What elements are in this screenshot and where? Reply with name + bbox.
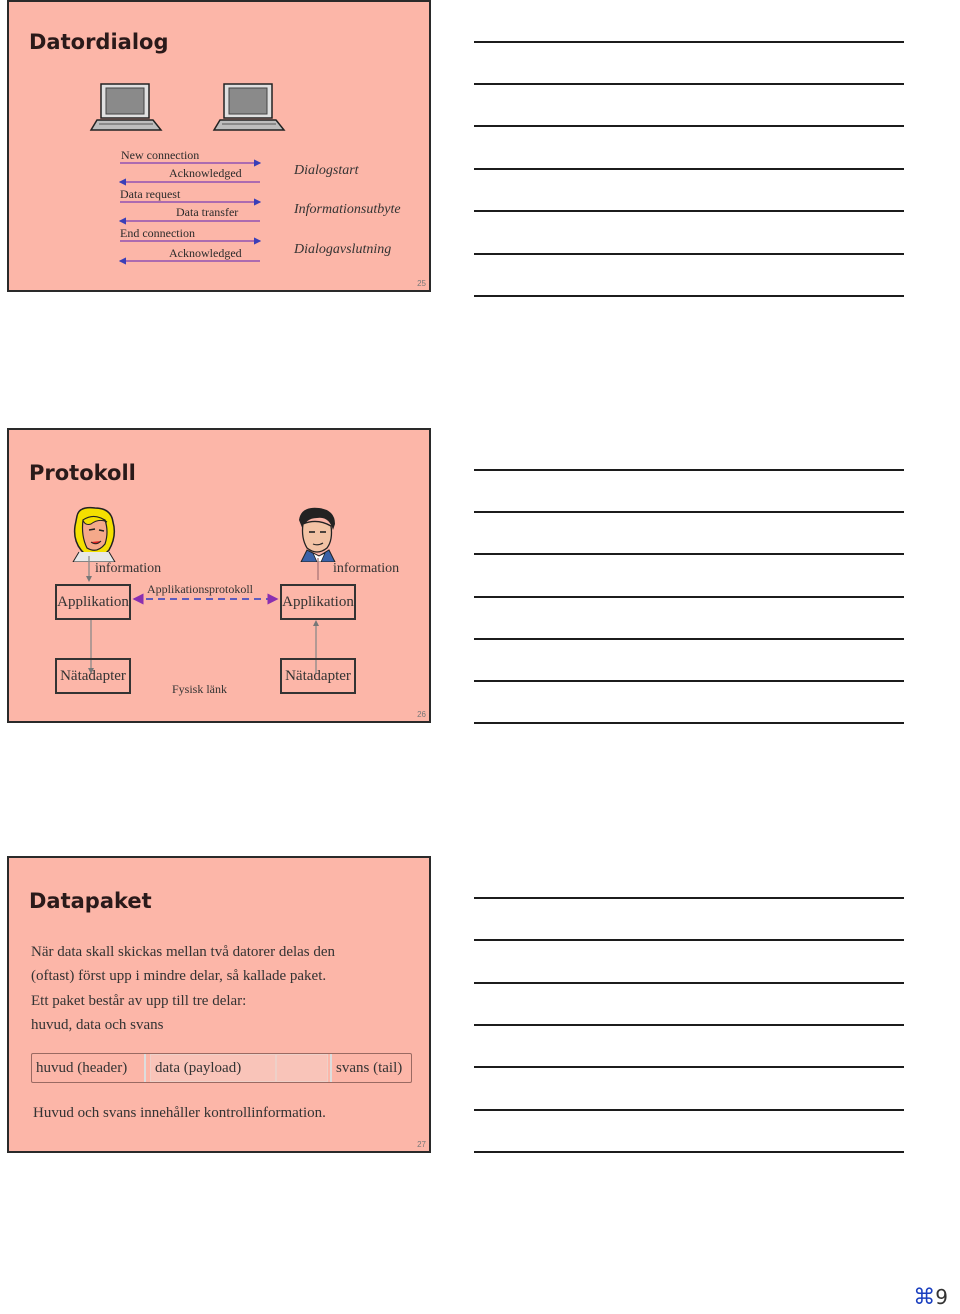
info-label-right: information (333, 561, 400, 576)
note-line (474, 295, 904, 297)
note-line (474, 125, 904, 127)
laptop-icon (89, 82, 169, 134)
note-line (474, 83, 904, 85)
message-label: Acknowledged (169, 246, 242, 260)
note-line (474, 638, 904, 640)
page-number-badge (913, 1285, 948, 1310)
note-line (474, 253, 904, 255)
note-line (474, 897, 904, 899)
slide-number: 27 (417, 1140, 426, 1149)
message-label: Acknowledged (169, 166, 242, 180)
packet-tail-cell: svans (tail) (330, 1054, 411, 1082)
message-label: New connection (121, 148, 200, 162)
note-line (474, 469, 904, 471)
physical-link-label: Fysisk länk (172, 682, 228, 696)
laptop-icon (212, 82, 292, 134)
protocol-arrow (131, 592, 281, 606)
phase-label: Dialogstart (294, 163, 359, 178)
slide-datapaket (7, 856, 431, 1153)
command-key-icon: ⌘ (913, 1285, 936, 1310)
note-line (474, 511, 904, 513)
note-line (474, 1151, 904, 1153)
woman-face-icon (69, 506, 119, 562)
packet-diagram (31, 1053, 412, 1083)
message-label: End connection (120, 226, 195, 240)
paragraph-line: huvud, data och svans (31, 1017, 164, 1033)
note-line (474, 1024, 904, 1026)
message-arrows (114, 152, 266, 267)
slide-number: 26 (417, 710, 426, 719)
paragraph-line: (oftast) först upp i mindre delar, så kallade paket. (31, 968, 327, 984)
note-line (474, 722, 904, 724)
message-label: Data transfer (176, 205, 239, 219)
network-adapter-box-right: Nätadapter (280, 658, 356, 694)
page-number: 9 (935, 1285, 948, 1309)
slide-title: Datapaket (29, 889, 152, 913)
info-connectors (79, 556, 329, 582)
note-line (474, 1066, 904, 1068)
note-line (474, 553, 904, 555)
network-adapter-box-left: Nätadapter (55, 658, 131, 694)
application-box-left: Applikation (55, 584, 131, 620)
slide-protokoll (7, 428, 431, 723)
phase-label: Dialogavslutning (294, 242, 392, 257)
phase-label: Informationsutbyte (294, 202, 401, 217)
protocol-label: Applikationsprotokoll (147, 582, 253, 596)
info-label-left: information (95, 561, 162, 576)
note-line (474, 680, 904, 682)
slide-datordialog (7, 0, 431, 292)
man-face-icon (289, 506, 345, 562)
message-label: Data request (120, 187, 181, 201)
packet-payload-extension (276, 1054, 328, 1082)
note-line (474, 1109, 904, 1111)
paragraph-line: Ett paket består av upp till tre delar: (31, 993, 247, 1009)
slide-number: 25 (417, 279, 426, 288)
footer-text: Huvud och svans innehåller kontrollinformation. (33, 1105, 326, 1121)
note-line (474, 596, 904, 598)
application-box-right: Applikation (280, 584, 356, 620)
note-line (474, 41, 904, 43)
note-line (474, 210, 904, 212)
slide-title: Protokoll (29, 461, 136, 485)
packet-payload-cell: data (payload) (150, 1054, 276, 1082)
note-line (474, 168, 904, 170)
note-line (474, 939, 904, 941)
note-line (474, 982, 904, 984)
slide-title: Datordialog (29, 30, 169, 54)
paragraph-line: När data skall skickas mellan två datorer delas den (31, 944, 336, 960)
packet-header-cell: huvud (header) (36, 1059, 128, 1076)
